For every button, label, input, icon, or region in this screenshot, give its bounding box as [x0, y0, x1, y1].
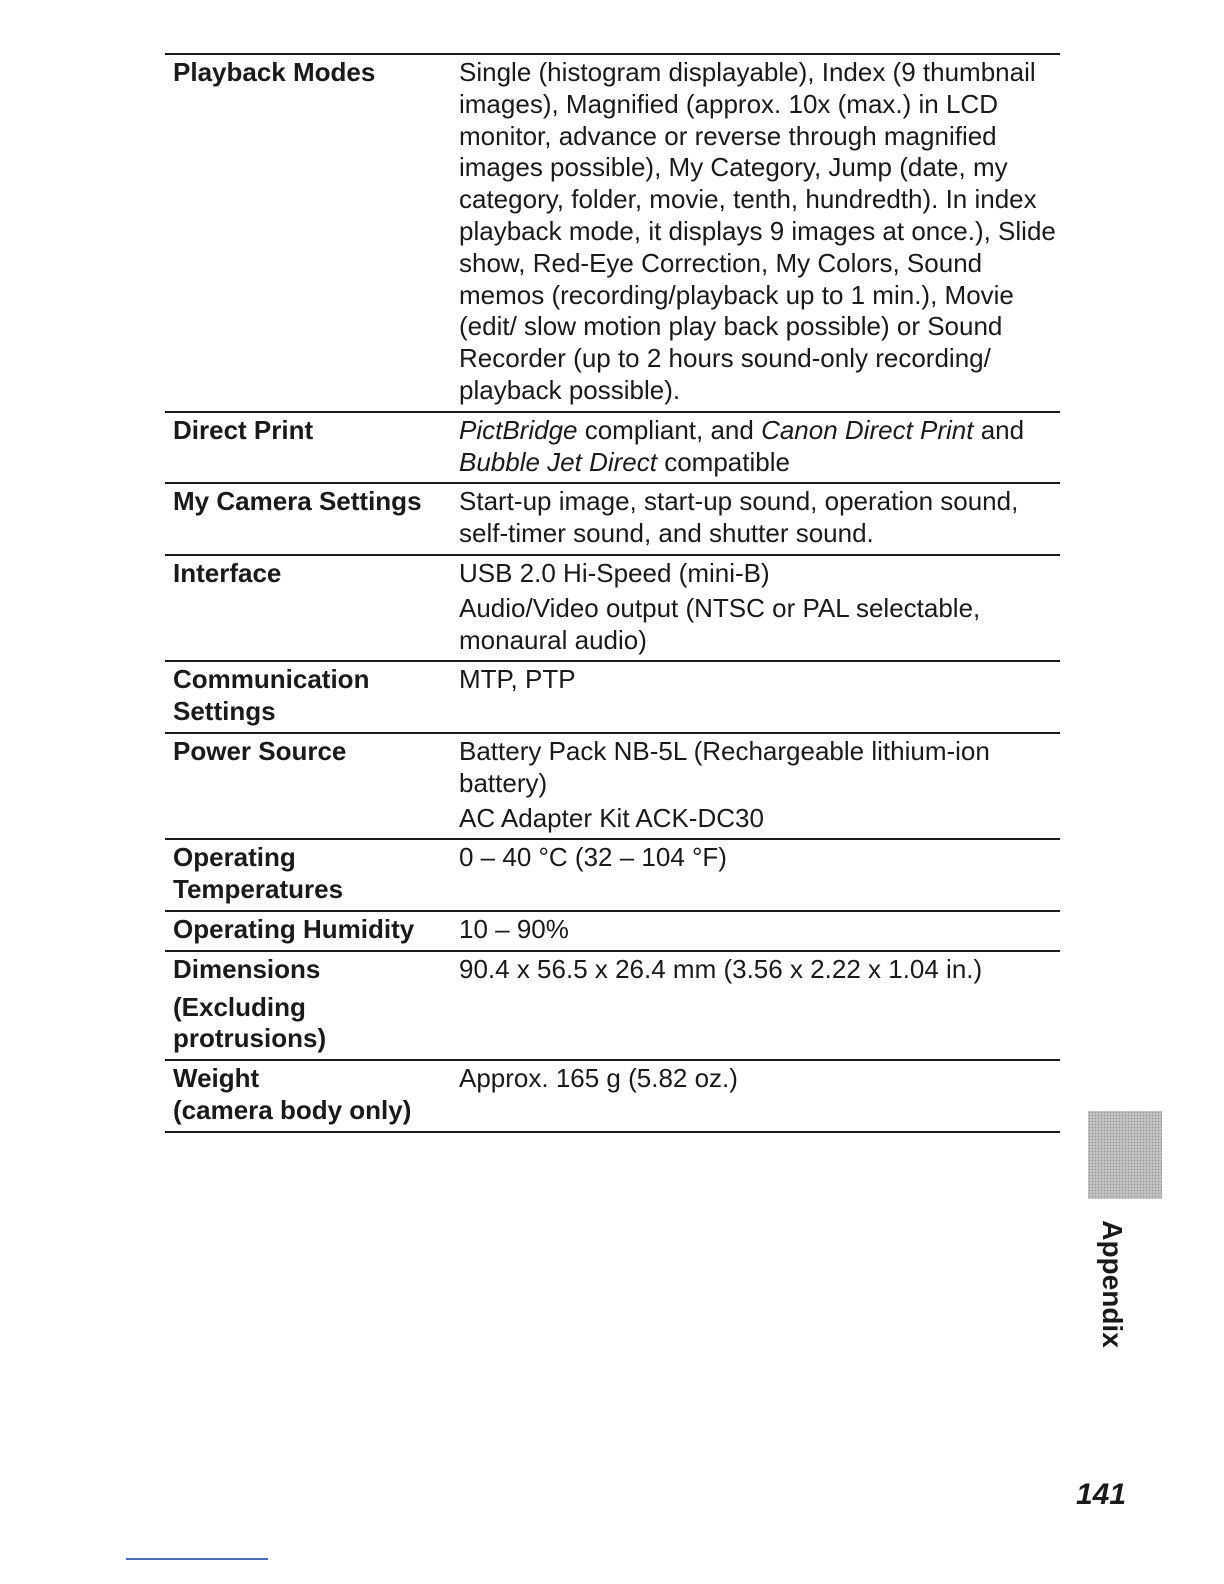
- spec-value: [459, 54, 1060, 412]
- page-number: 141: [1076, 1478, 1127, 1511]
- spec-label: [165, 911, 459, 951]
- spec-row: [165, 839, 1060, 911]
- spec-label-line: Interface: [173, 557, 282, 588]
- spec-value-text: Audio/Video output (NTSC or PAL selectable, monaural audio): [459, 592, 981, 655]
- spec-value-italic-text: PictBridge: [459, 414, 578, 445]
- spec-value-paragraph: [459, 1063, 1058, 1095]
- spec-label-line: Settings: [173, 696, 276, 727]
- spec-value-paragraph: [459, 664, 1058, 696]
- spec-value-text: 10 – 90%: [459, 913, 569, 944]
- spec-value-text: MTP, PTP: [459, 664, 576, 695]
- spec-label: [165, 54, 459, 412]
- spec-label: [165, 555, 459, 661]
- spec-value-text: Approx. 165 g (5.82 oz.): [459, 1063, 738, 1094]
- bottom-rule-line: [126, 1558, 268, 1560]
- spec-value: [459, 412, 1060, 484]
- spec-value-paragraph: [459, 736, 1058, 800]
- spec-row: [165, 54, 1060, 412]
- spec-value-text: Battery Pack NB-5L (Rechargeable lithium-ion battery): [459, 735, 990, 798]
- spec-row: [165, 483, 1060, 555]
- spec-value: [459, 911, 1060, 951]
- spec-label-line: Direct Print: [173, 414, 314, 445]
- spec-value-text: USB 2.0 Hi-Speed (mini-B): [459, 557, 770, 588]
- spec-row: [165, 951, 1060, 1060]
- spec-row: [165, 661, 1060, 733]
- appendix-side-label: Appendix: [1097, 1220, 1128, 1348]
- spec-label: [165, 951, 459, 1060]
- spec-label: [165, 661, 459, 733]
- spec-label: [165, 839, 459, 911]
- spec-value-text: compliant, and: [577, 414, 762, 445]
- section-tab-marker: [1088, 1111, 1162, 1199]
- spec-value: [459, 483, 1060, 555]
- specifications-table: [165, 53, 1060, 1133]
- spec-value-paragraph: [459, 558, 1058, 590]
- spec-value: [459, 839, 1060, 911]
- spec-label-line: Operating Humidity: [173, 913, 415, 944]
- spec-value: [459, 555, 1060, 661]
- spec-row: [165, 412, 1060, 484]
- spec-value-text: Start-up image, start-up sound, operation sound, self-timer sound, and shutter sound.: [459, 486, 1019, 549]
- spec-value-text: Single (histogram displayable), Index (9 thumbnail images), Magnified (approx. 10x (max.) in LCD monitor, advance or reverse through magnified images possible), My Category, Jump (date, my category, folder, movie, tenth, hundredth). In index playback mode, it displays 9 images at once.), Slide show, Red-Eye Correction, My Colors, Sound memos (recording/playback up to 1 min.), Movie (edit/ slow motion play back possible) or Sound Recorder (up to 2 hours sound-only recording/ playback possible).: [459, 57, 1056, 405]
- spec-row: [165, 1060, 1060, 1132]
- spec-label: [165, 1060, 459, 1132]
- spec-label-line: Operating: [173, 842, 296, 873]
- spec-value-paragraph: [459, 57, 1058, 407]
- spec-value: [459, 1060, 1060, 1132]
- spec-value-italic-text: Bubble Jet Direct: [459, 446, 657, 477]
- spec-value: [459, 661, 1060, 733]
- spec-value-paragraph: [459, 914, 1058, 946]
- specifications-rows: [165, 54, 1060, 1132]
- spec-value-paragraph: [459, 842, 1058, 874]
- spec-label-line: Communication: [173, 664, 370, 695]
- spec-value-paragraph: [459, 954, 1058, 986]
- spec-value-paragraph: [459, 593, 1058, 657]
- spec-value-text: AC Adapter Kit ACK-DC30: [459, 802, 764, 833]
- spec-label-line: Temperatures: [173, 874, 344, 905]
- spec-label-line: protrusions): [173, 1023, 327, 1054]
- spec-row: [165, 733, 1060, 839]
- spec-label: [165, 412, 459, 484]
- spec-value: [459, 733, 1060, 839]
- spec-value-text: 0 – 40 °C (32 – 104 °F): [459, 842, 727, 873]
- spec-value-paragraph: [459, 486, 1058, 550]
- spec-value: [459, 951, 1060, 1060]
- spec-row: [165, 555, 1060, 661]
- spec-label-line: Dimensions: [173, 953, 321, 984]
- spec-label: [165, 733, 459, 839]
- spec-value-italic-text: Canon Direct Print: [761, 414, 974, 445]
- spec-value-paragraph: [459, 803, 1058, 835]
- spec-value-text: compatible: [656, 446, 790, 477]
- spec-label-line: Power Source: [173, 735, 347, 766]
- spec-label-line: Playback Modes: [173, 57, 376, 87]
- spec-row: [165, 911, 1060, 951]
- spec-label-line: My Camera Settings: [173, 486, 422, 517]
- spec-label: [165, 483, 459, 555]
- spec-value-text: 90.4 x 56.5 x 26.4 mm (3.56 x 2.22 x 1.04 in.): [459, 953, 983, 984]
- spec-value-text: and: [973, 414, 1025, 445]
- spec-label-line: (Excluding: [173, 991, 306, 1022]
- spec-label-line: (camera body only): [173, 1094, 412, 1125]
- spec-label-line: Weight: [173, 1063, 260, 1094]
- spec-value-paragraph: [459, 415, 1058, 479]
